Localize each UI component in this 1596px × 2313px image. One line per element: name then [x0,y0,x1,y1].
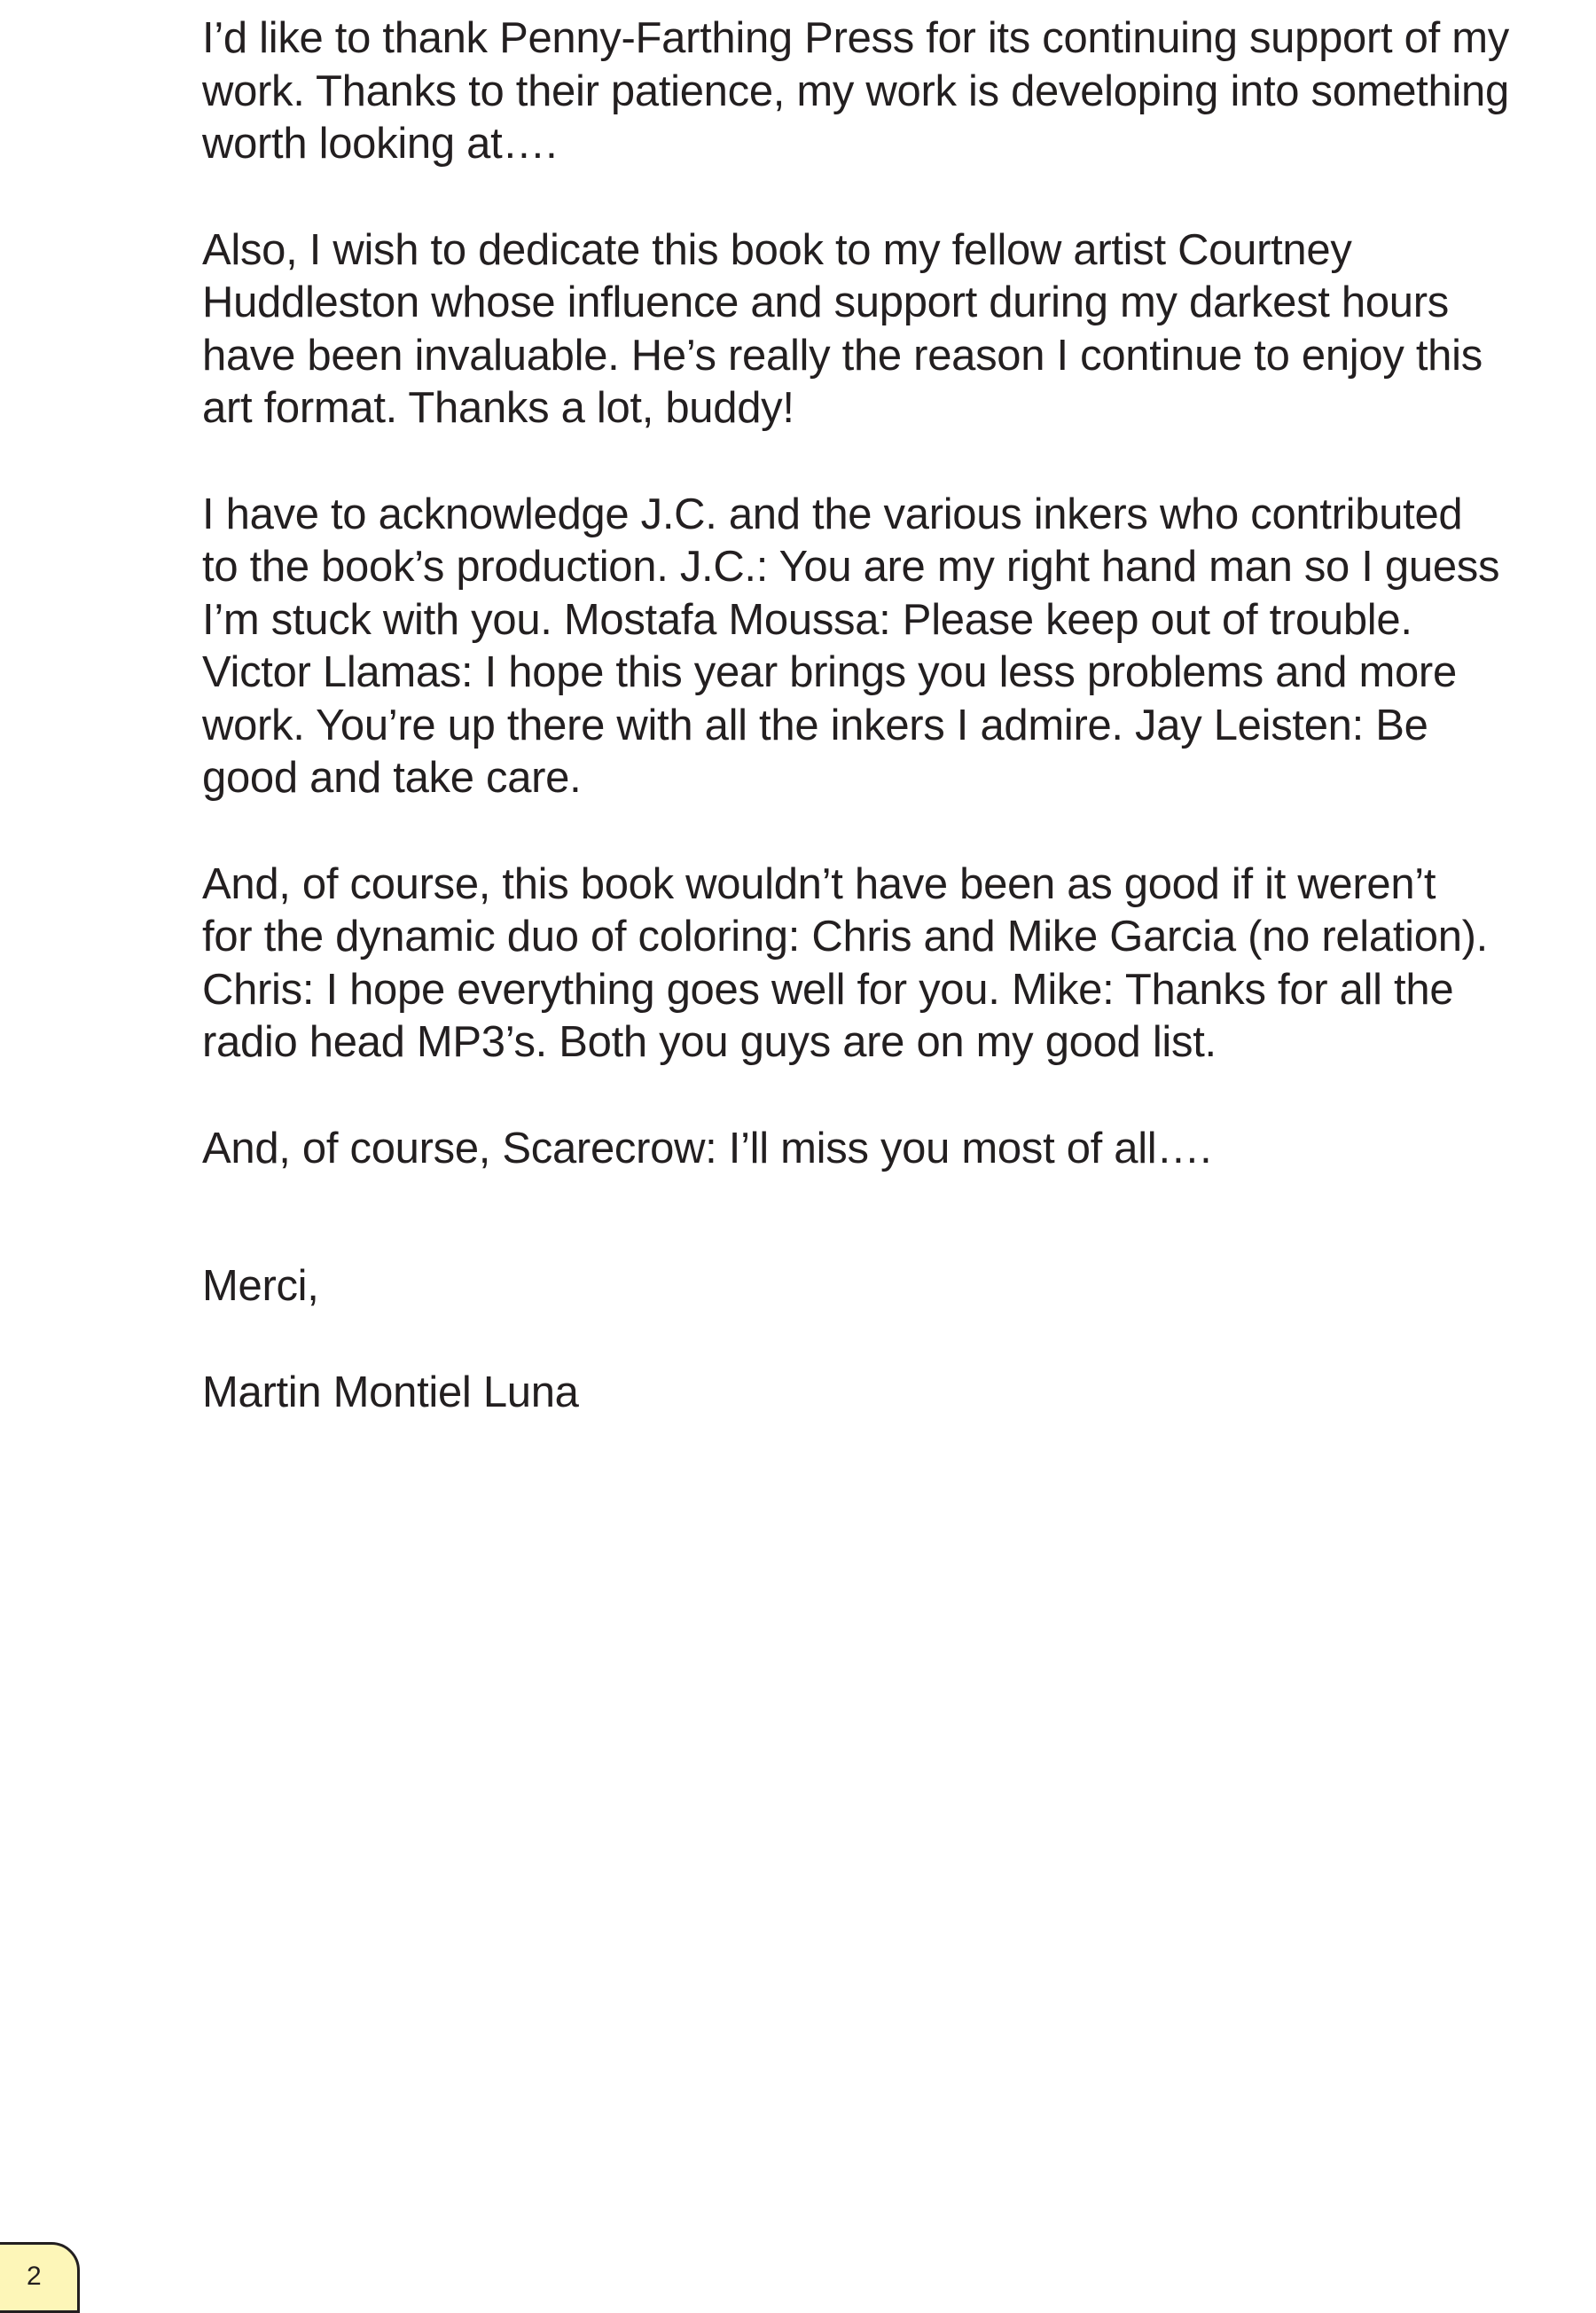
acknowledgements-text [202,12,1568,1472]
text-line: work. You’re up there with all the inkers I admire. Jay Leisten: Be [202,701,1428,749]
text-line: good and take care. [202,754,582,802]
paragraph-dedication [202,224,1568,435]
text-line: Also, I wish to dedicate this book to my fellow artist Courtney [202,225,1352,274]
text-line: worth looking at…. [202,120,558,168]
text-line: I’d like to thank Penny-Farthing Press for its continuing support of my [202,14,1509,62]
text-line: Victor Llamas: I hope this year brings you less problems and more [202,648,1457,696]
text-line: art format. Thanks a lot, buddy! [202,384,794,432]
signoff: Merci, [202,1262,319,1310]
text-line: to the book’s production. J.C.: You are my right hand man so I guess [202,543,1500,591]
text-line: Huddleston whose influence and support during my darkest hours [202,278,1449,326]
text-line: Chris: I hope everything goes well for you. Mike: Thanks for all the [202,965,1454,1014]
paragraph-thanks-publisher [202,12,1568,171]
author-signature: Martin Montiel Luna [202,1368,579,1416]
text-line: work. Thanks to their patience, my work is developing into something [202,67,1509,115]
text-line: for the dynamic duo of coloring: Chris and Mike Garcia (no relation). [202,913,1488,960]
paragraph-colorists [202,859,1568,1070]
paragraph-scarecrow [202,1123,1568,1176]
page-number: 2 [27,2262,42,2291]
text-line: I’m stuck with you. Mostafa Moussa: Please keep out of trouble. [202,595,1412,644]
text-line: have been invaluable. He’s really the reason I continue to enjoy this [202,331,1483,380]
paragraph-inkers [202,489,1568,805]
text-line: And, of course, Scarecrow: I’ll miss you most of all…. [202,1124,1212,1172]
text-line: radio head MP3’s. Both you guys are on my good list. [202,1018,1217,1066]
text-line: I have to acknowledge J.C. and the various inkers who contributed [202,490,1463,538]
text-line: And, of course, this book wouldn’t have been as good if it weren’t [202,859,1436,908]
